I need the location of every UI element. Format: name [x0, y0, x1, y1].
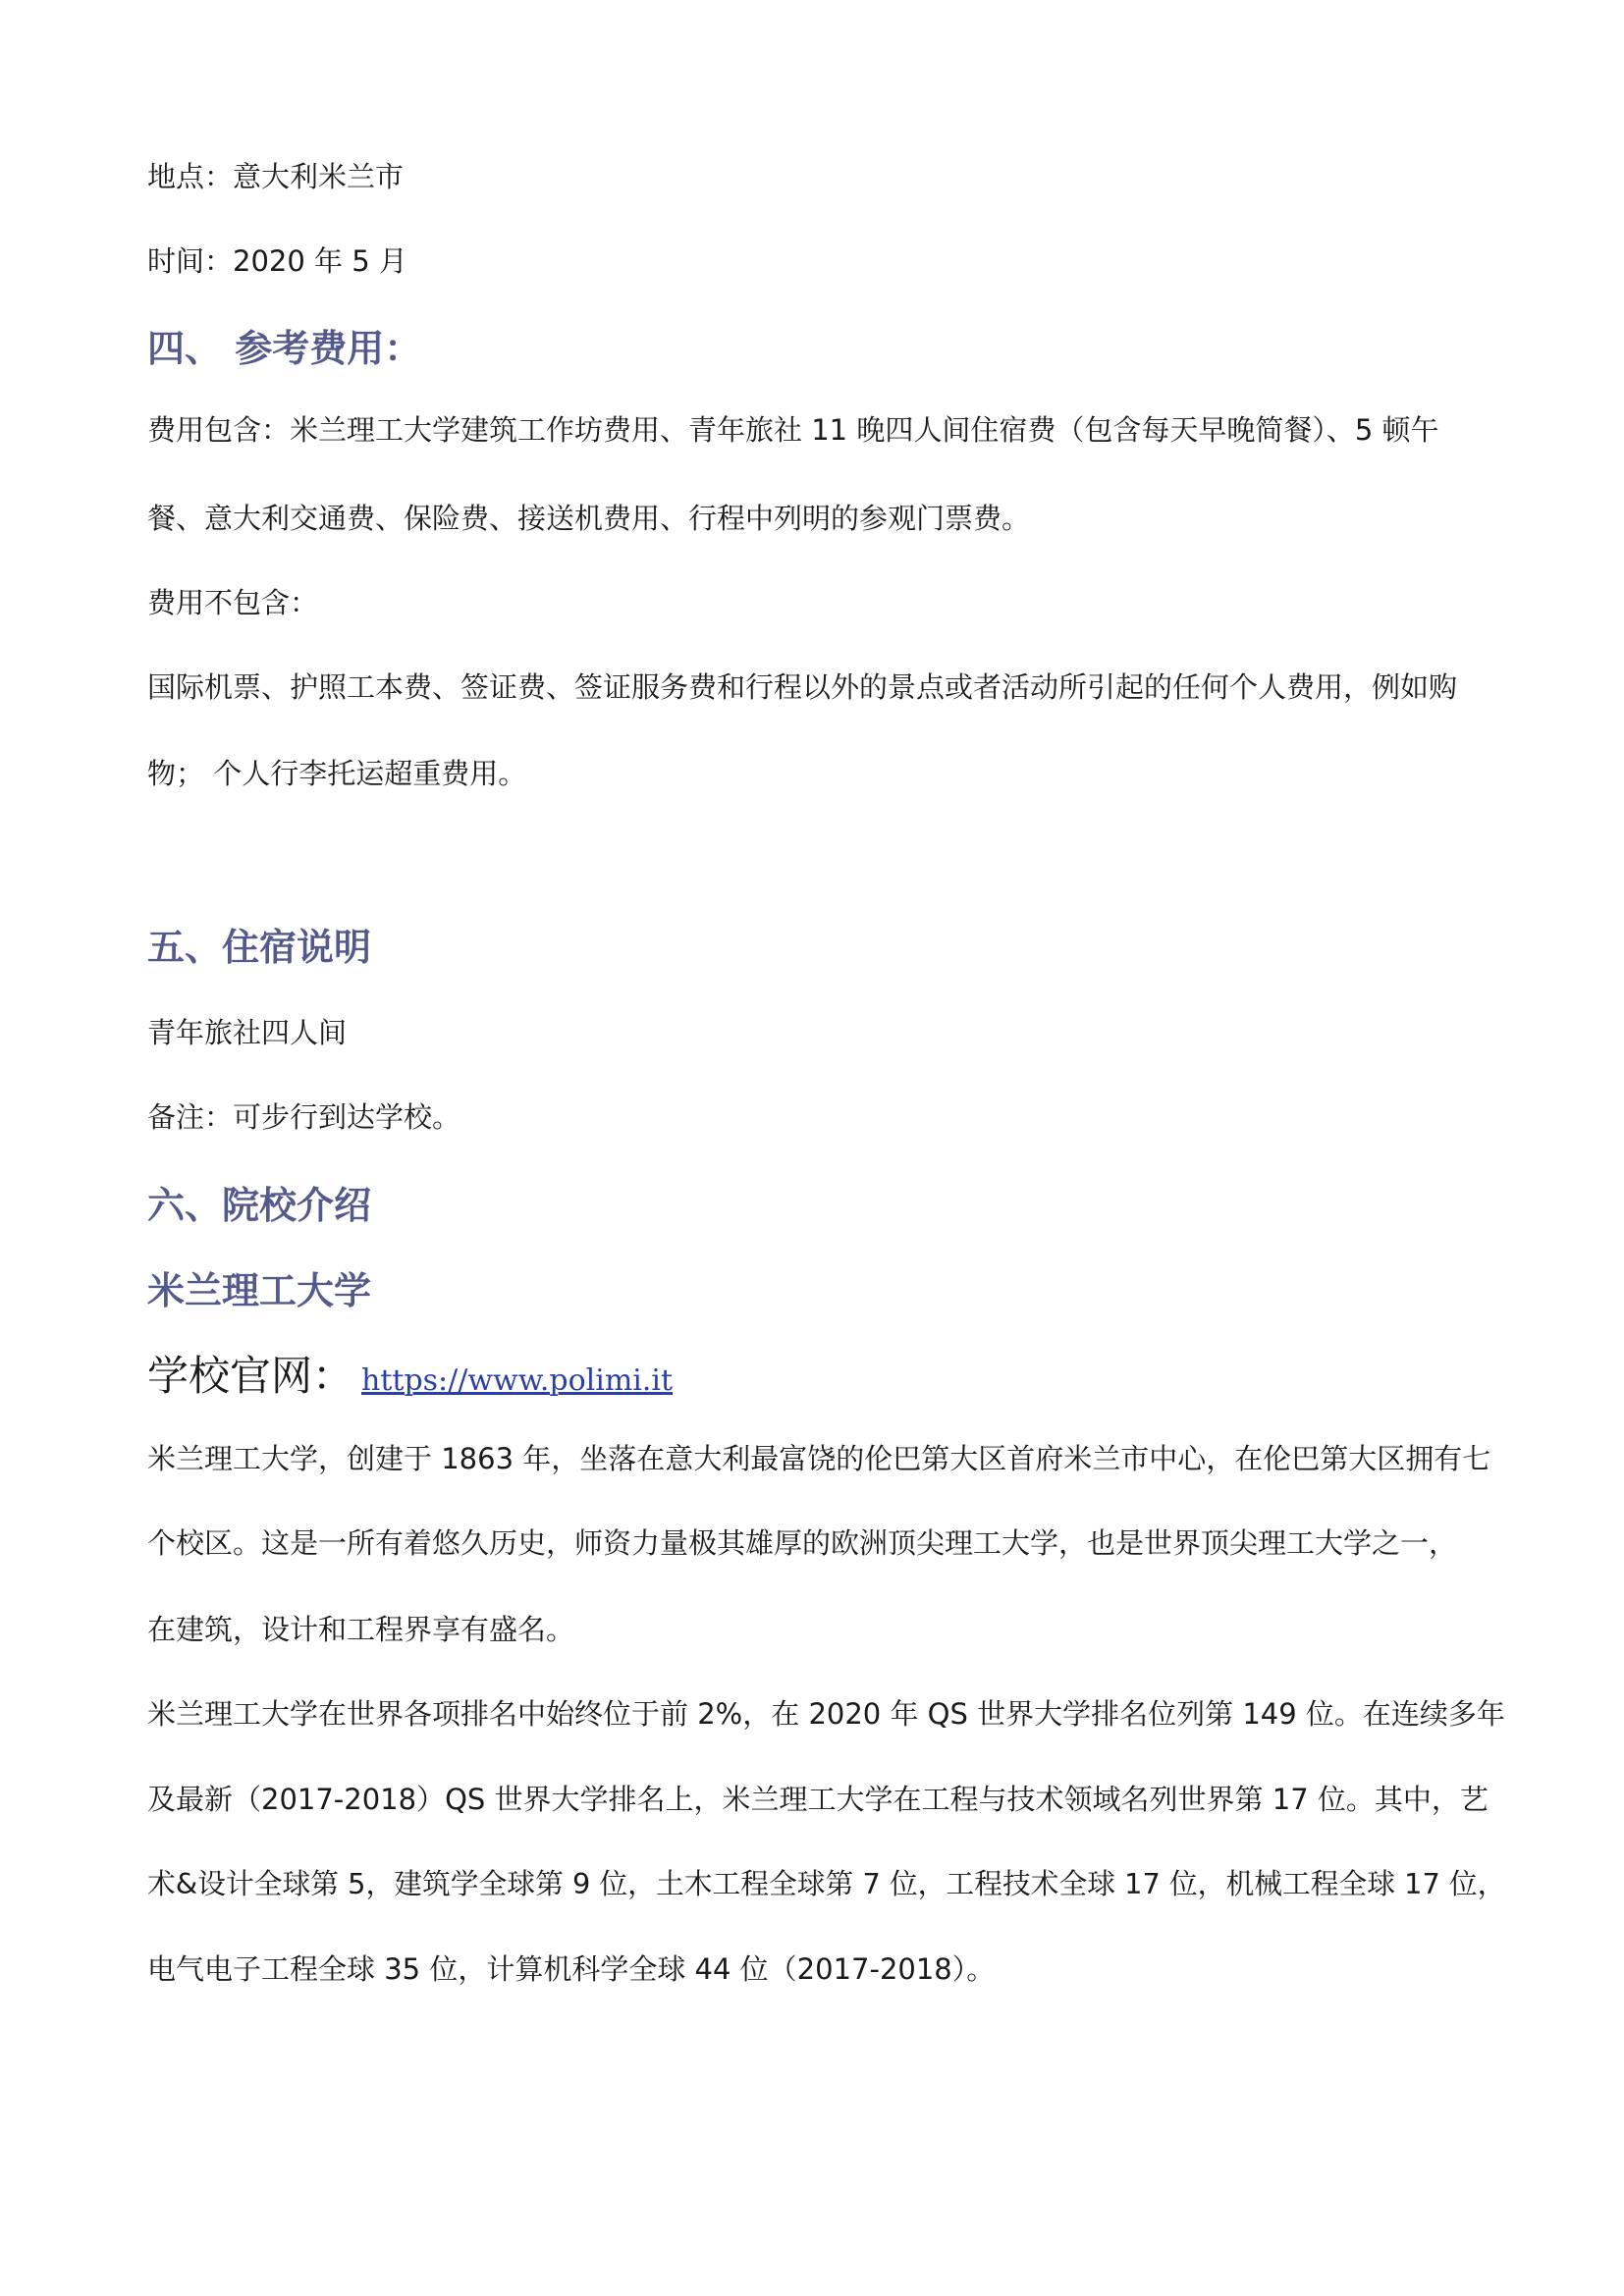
ranking-line-4: 电气电子工程全球 35 位，计算机科学全球 44 位（2017-2018）。: [147, 1952, 996, 1986]
fee-include-line-2: 餐、意大利交通费、保险费、接送机费用、行程中列明的参观门票费。: [147, 502, 1031, 535]
room-note-line: 备注：可步行到达学校。: [147, 1100, 461, 1134]
intro-line-2: 个校区。这是一所有着悠久历史，师资力量极其雄厚的欧洲顶尖理工大学，也是世界顶尖理工大学之一，: [147, 1526, 1458, 1560]
section-heading-fees: 四、 参考费用：: [147, 327, 422, 370]
fee-exclude-label: 费用不包含：: [147, 586, 319, 619]
location-line: 地点：意大利米兰市: [147, 160, 405, 193]
intro-line-1: 米兰理工大学，创建于 1863 年，坐落在意大利最富饶的伦巴第大区首府米兰市中心，在伦巴第大区拥有七: [147, 1442, 1491, 1475]
website-link[interactable]: https://www.polimi.it: [361, 1363, 674, 1398]
room-type-line: 青年旅社四人间: [147, 1016, 348, 1049]
website-label: 学校官网：: [147, 1352, 354, 1400]
fee-exclude-line-1: 国际机票、护照工本费、签证费、签证服务费和行程以外的景点或者活动所引起的任何个人费用，例如购: [147, 670, 1458, 704]
ranking-line-2: 及最新（2017-2018）QS 世界大学排名上，米兰理工大学在工程与技术领域名列世界第 17 位。其中，艺: [147, 1783, 1489, 1816]
school-website-line: [147, 1349, 673, 1409]
section-heading-accommodation: 五、住宿说明: [147, 926, 372, 969]
intro-line-3: 在建筑，设计和工程界享有盛名。: [147, 1613, 575, 1646]
ranking-line-1: 米兰理工大学在世界各项排名中始终位于前 2%，在 2020 年 QS 世界大学排名位列第 149 位。在连续多年: [147, 1697, 1505, 1731]
school-name-heading: 米兰理工大学: [147, 1269, 372, 1312]
fee-include-line-1: 费用包含：米兰理工大学建筑工作坊费用、青年旅社 11 晚四人间住宿费（包含每天早晚简餐）、5 顿午: [147, 413, 1439, 447]
fee-exclude-line-2: 物； 个人行李托运超重费用。: [147, 757, 527, 790]
ranking-line-3: 术&设计全球第 5，建筑学全球第 9 位，土木工程全球第 7 位，工程技术全球 17 位，机械工程全球 17 位，: [147, 1867, 1506, 1900]
time-line: 时间：2020 年 5 月: [147, 244, 407, 278]
section-heading-school-intro: 六、院校介绍: [147, 1184, 372, 1227]
